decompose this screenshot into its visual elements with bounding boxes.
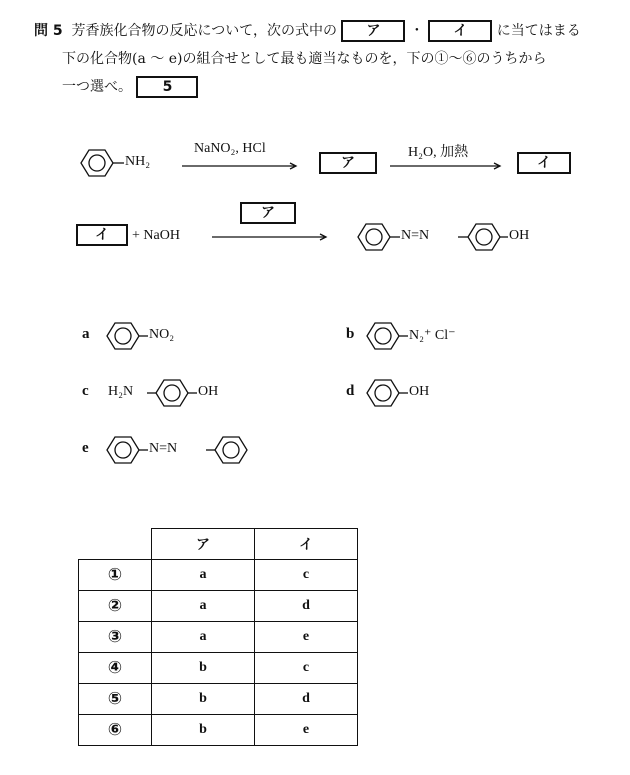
blank-box-i: イ bbox=[428, 20, 492, 42]
choice-number: ② bbox=[79, 591, 152, 622]
table-row[interactable] bbox=[79, 715, 358, 746]
choice-number: ① bbox=[79, 560, 152, 591]
choice-a-value: b bbox=[152, 684, 255, 715]
choice-a-value: b bbox=[152, 715, 255, 746]
choice-number: ④ bbox=[79, 653, 152, 684]
compound-d-oh: OH bbox=[409, 384, 430, 399]
question-text-1b: に当てはまる bbox=[496, 23, 581, 39]
reagent-h2o-heat: H₂O, 加熱 bbox=[408, 145, 469, 160]
aniline-ring bbox=[81, 150, 113, 176]
scheme1-box-i: イ bbox=[517, 152, 571, 174]
compound-b-n2cl: N₂⁺ Cl⁻ bbox=[409, 328, 456, 343]
compound-a-label: a bbox=[82, 326, 90, 342]
choice-i-value: e bbox=[255, 622, 358, 653]
table-header-a: ア bbox=[152, 529, 255, 560]
answer-table bbox=[78, 528, 358, 746]
compound-e-label: e bbox=[82, 440, 89, 456]
table-row[interactable] bbox=[79, 684, 358, 715]
nh2-group: NH₂ bbox=[125, 154, 151, 169]
blank-box-a: ア bbox=[341, 20, 405, 42]
table-corner bbox=[79, 529, 152, 560]
choice-number: ③ bbox=[79, 622, 152, 653]
compound-c-label: c bbox=[82, 383, 89, 399]
choice-i-value: d bbox=[255, 591, 358, 622]
choice-i-value: c bbox=[255, 560, 358, 591]
choice-i-value: d bbox=[255, 684, 358, 715]
reagent-nano2-hcl: NaNO₂, HCl bbox=[194, 141, 266, 156]
scheme1-box-a: ア bbox=[319, 152, 377, 174]
product-oh: OH bbox=[509, 228, 530, 243]
table-row[interactable] bbox=[79, 591, 358, 622]
question-number: 問 5 bbox=[34, 23, 63, 39]
compound-a-no2: NO₂ bbox=[149, 327, 175, 342]
answer-box: 5 bbox=[136, 76, 198, 98]
choice-i-value: e bbox=[255, 715, 358, 746]
choice-number: ⑥ bbox=[79, 715, 152, 746]
table-row[interactable] bbox=[79, 653, 358, 684]
choice-a-value: a bbox=[152, 560, 255, 591]
choice-a-value: a bbox=[152, 622, 255, 653]
compound-e-nn: N=N bbox=[149, 441, 178, 456]
choice-number: ⑤ bbox=[79, 684, 152, 715]
compound-c-h2n: H₂N bbox=[108, 384, 134, 399]
compound-b-label: b bbox=[346, 326, 355, 342]
product-azo-nn: N=N bbox=[401, 228, 430, 243]
table-header-row bbox=[79, 529, 358, 560]
scheme2-box-i: イ bbox=[76, 224, 128, 246]
table-row[interactable] bbox=[79, 560, 358, 591]
question-text-3: 一つ選べ。 bbox=[62, 79, 132, 95]
table-header-i: イ bbox=[255, 529, 358, 560]
choice-a-value: a bbox=[152, 591, 255, 622]
separator-dot: ・ bbox=[409, 23, 424, 39]
choice-i-value: c bbox=[255, 653, 358, 684]
question-text-1a: 芳香族化合物の反応について，次の式中の bbox=[71, 23, 337, 39]
plus-naoh: + NaOH bbox=[132, 228, 180, 243]
table-row[interactable] bbox=[79, 622, 358, 653]
compound-c-oh: OH bbox=[198, 384, 219, 399]
choice-a-value: b bbox=[152, 653, 255, 684]
question-line-2: 下の化合物(a ～ e)の組合せとして最も適当なものを，下の①～⑥のうちから bbox=[62, 51, 547, 67]
compound-d-label: d bbox=[346, 383, 355, 399]
scheme2-box-a: ア bbox=[240, 202, 296, 224]
